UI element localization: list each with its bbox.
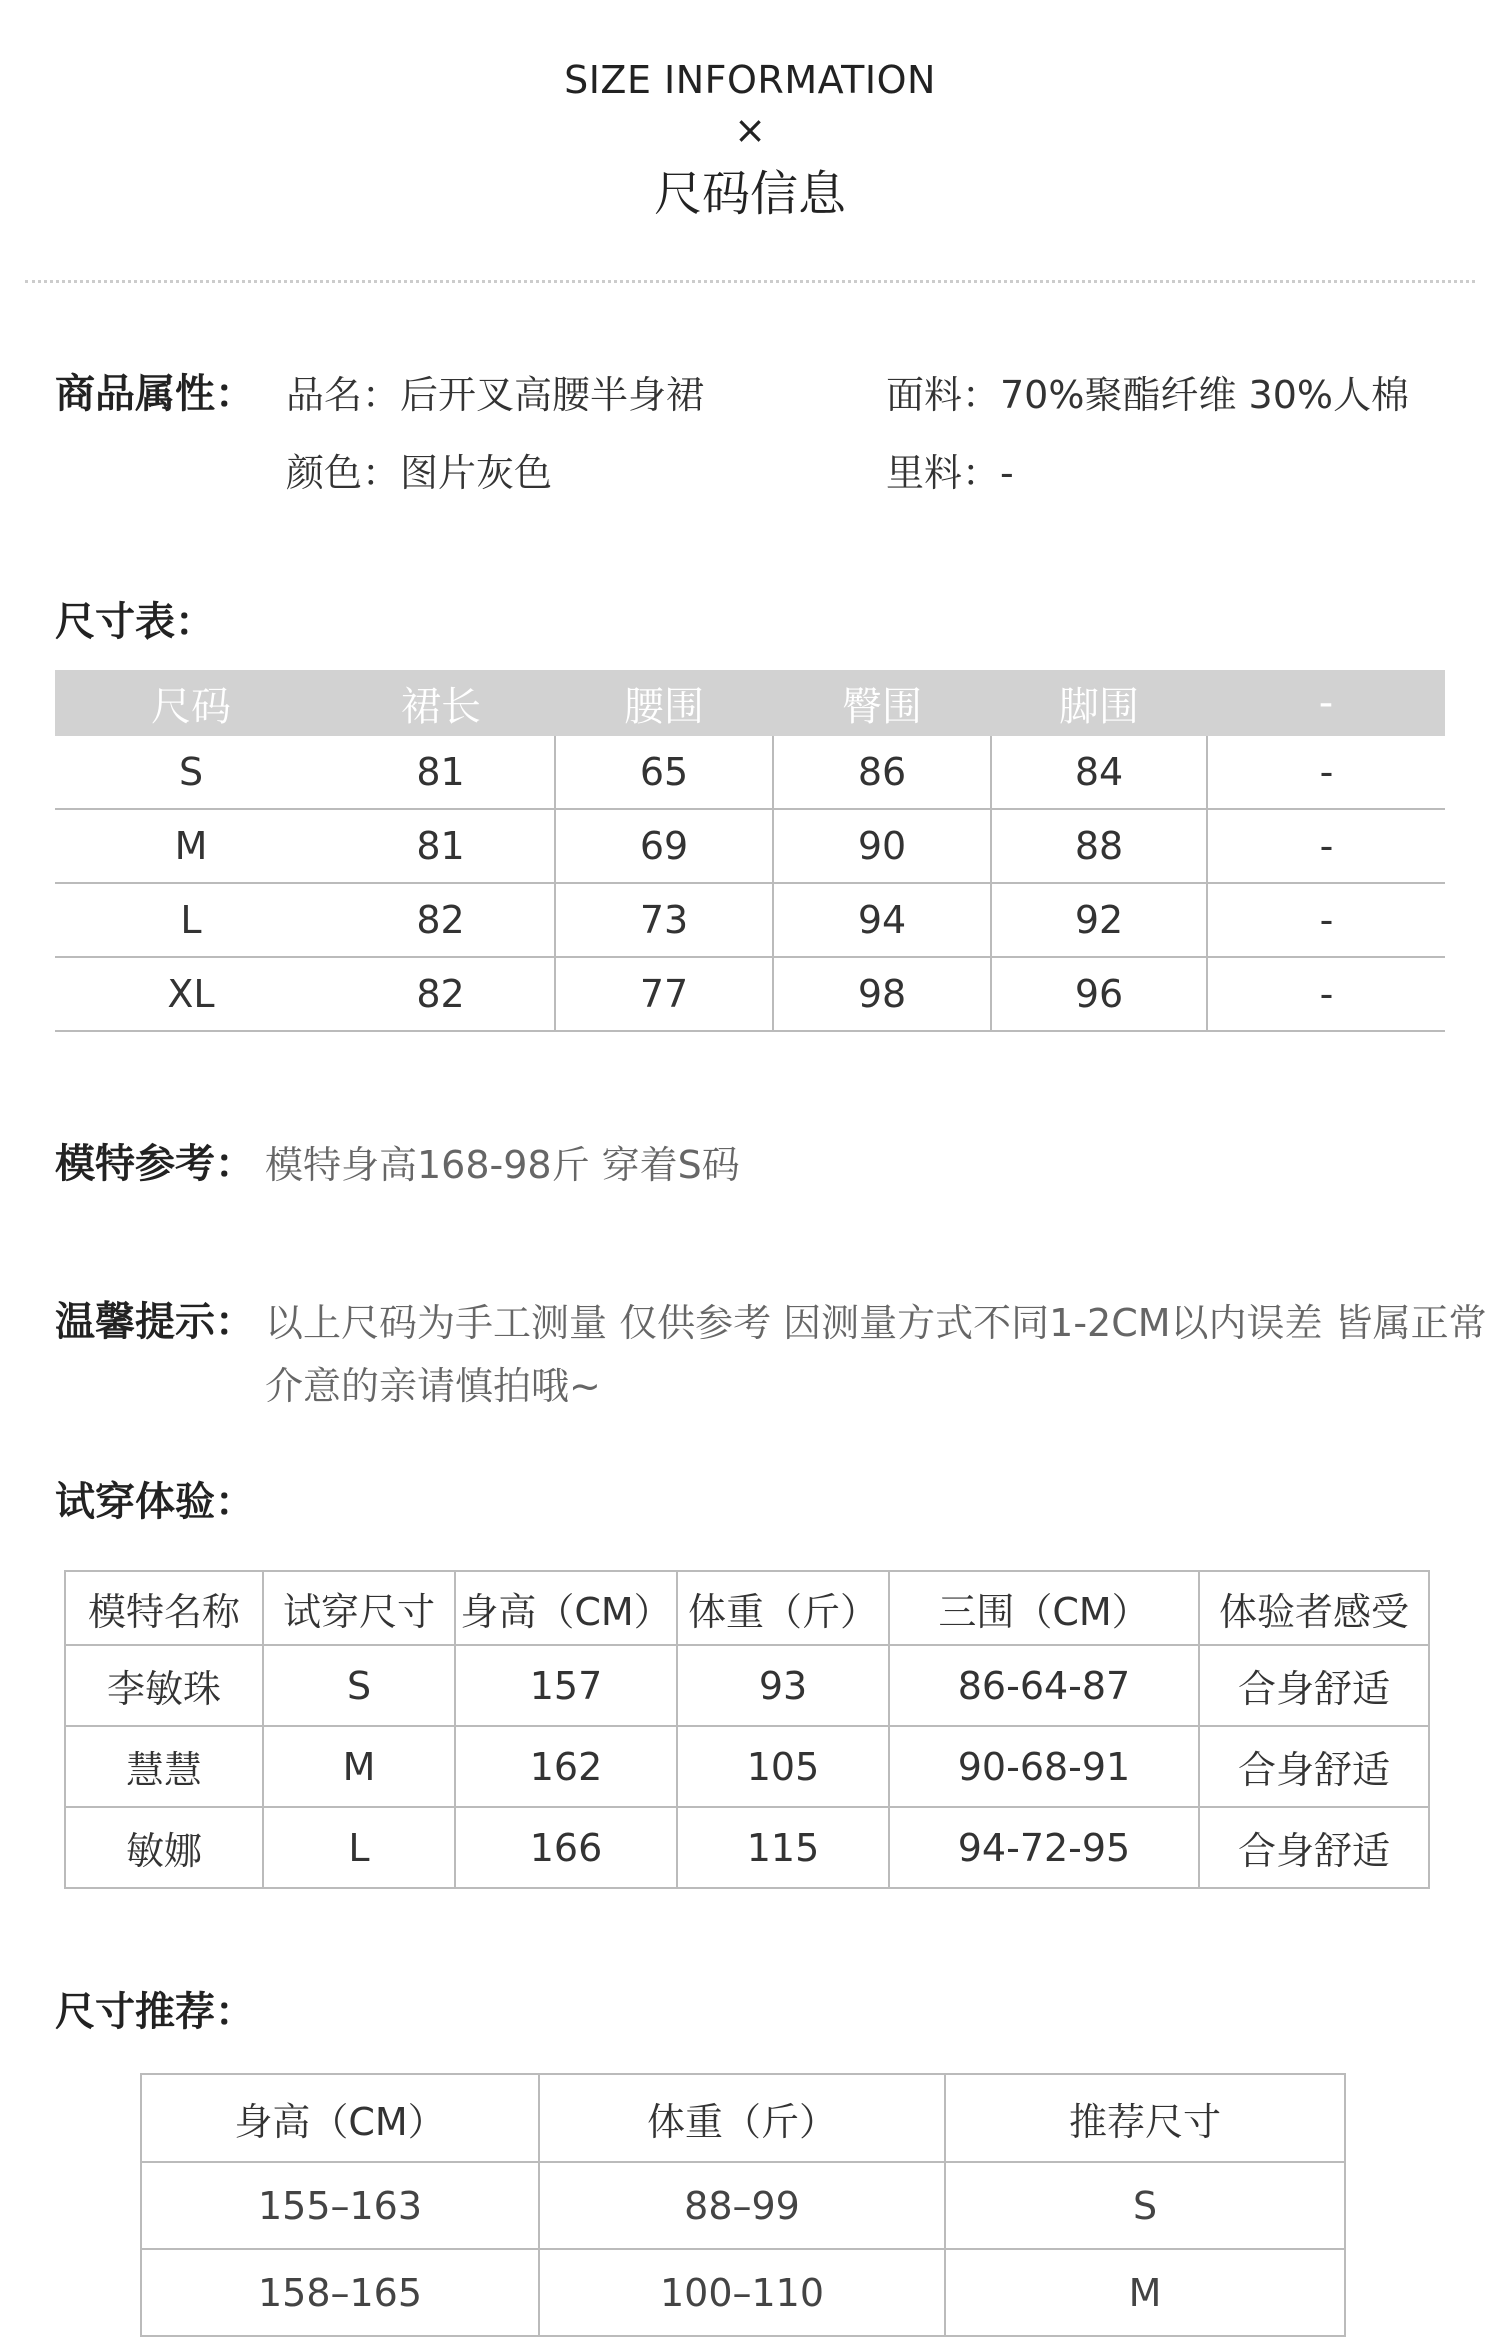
table-cell: L (263, 1807, 455, 1888)
tips-label: 温馨提示： (55, 1299, 255, 1345)
try-on-header-row (65, 1571, 1429, 1645)
recommend-label: 尺寸推荐： (55, 1989, 255, 2035)
table-row (65, 1726, 1429, 1807)
table-cell: 65 (555, 736, 773, 809)
tips-line-2: 介意的亲请慎拍哦~ (265, 1364, 601, 1408)
try-on-header-cell: 身高（CM） (455, 1571, 677, 1645)
table-row (65, 1807, 1429, 1888)
table-cell: - (1207, 883, 1445, 957)
table-cell: S (945, 2162, 1345, 2249)
recommend-header-cell: 推荐尺寸 (945, 2074, 1345, 2162)
table-cell: 98 (773, 957, 991, 1031)
table-cell: 90-68-91 (889, 1726, 1199, 1807)
table-cell: 84 (991, 736, 1207, 809)
size-chart-header-cell: 臀围 (773, 670, 991, 736)
table-cell: 李敏珠 (65, 1645, 263, 1726)
table-cell: M (55, 809, 327, 883)
try-on-header-cell: 三围（CM） (889, 1571, 1199, 1645)
table-cell: 96 (991, 957, 1207, 1031)
attributes-label: 商品属性： (55, 371, 255, 417)
table-cell: 94-72-95 (889, 1807, 1199, 1888)
recommend-header-row (141, 2074, 1345, 2162)
table-cell: 82 (327, 957, 555, 1031)
recommend-header-cell: 体重（斤） (539, 2074, 945, 2162)
table-row (55, 809, 1445, 883)
table-cell: - (1207, 736, 1445, 809)
table-cell: 77 (555, 957, 773, 1031)
table-cell: S (55, 736, 327, 809)
table-row (141, 2249, 1345, 2336)
tips-line-1: 以上尺码为手工测量 仅供参考 因测量方式不同1-2CM以内误差 皆属正常 (265, 1301, 1487, 1345)
size-chart-table (55, 670, 1445, 1032)
recommend-table (140, 2073, 1346, 2337)
try-on-label: 试穿体验： (55, 1479, 255, 1525)
title-chinese: 尺码信息 (653, 166, 846, 222)
table-cell: 94 (773, 883, 991, 957)
title-separator: × (734, 108, 766, 152)
table-row (55, 883, 1445, 957)
table-cell: 82 (327, 883, 555, 957)
table-cell: 69 (555, 809, 773, 883)
table-cell: S (263, 1645, 455, 1726)
try-on-header-cell: 模特名称 (65, 1571, 263, 1645)
product-color: 颜色：图片灰色 (286, 451, 553, 495)
table-cell: 86-64-87 (889, 1645, 1199, 1726)
table-row (55, 957, 1445, 1031)
model-ref-label: 模特参考： (55, 1141, 255, 1187)
try-on-header-cell: 试穿尺寸 (263, 1571, 455, 1645)
table-cell: 88 (991, 809, 1207, 883)
table-cell: 81 (327, 736, 555, 809)
product-name: 品名：后开叉高腰半身裙 (286, 373, 705, 417)
table-cell: - (1207, 957, 1445, 1031)
size-chart-label: 尺寸表： (55, 599, 215, 645)
size-chart-header-cell: 腰围 (555, 670, 773, 736)
size-chart-header-cell: - (1207, 670, 1445, 736)
table-row (141, 2162, 1345, 2249)
table-cell: 162 (455, 1726, 677, 1807)
size-chart-header-cell: 尺码 (55, 670, 327, 736)
recommend-header-cell: 身高（CM） (141, 2074, 539, 2162)
title-english: SIZE INFORMATION (564, 58, 936, 102)
table-row (55, 736, 1445, 809)
table-cell: 90 (773, 809, 991, 883)
table-cell: 158–165 (141, 2249, 539, 2336)
table-cell: 105 (677, 1726, 889, 1807)
table-cell: 合身舒适 (1199, 1807, 1429, 1888)
table-cell: 敏娜 (65, 1807, 263, 1888)
table-cell: - (1207, 809, 1445, 883)
table-cell: M (263, 1726, 455, 1807)
try-on-table (64, 1570, 1430, 1889)
table-cell: 93 (677, 1645, 889, 1726)
table-cell: 92 (991, 883, 1207, 957)
table-cell: 155–163 (141, 2162, 539, 2249)
product-lining: 里料：- (886, 451, 1014, 495)
size-chart-header-cell: 脚围 (991, 670, 1207, 736)
table-cell: 166 (455, 1807, 677, 1888)
table-cell: 100–110 (539, 2249, 945, 2336)
table-cell: L (55, 883, 327, 957)
table-cell: 81 (327, 809, 555, 883)
try-on-header-cell: 体重（斤） (677, 1571, 889, 1645)
table-row (65, 1645, 1429, 1726)
table-cell: 合身舒适 (1199, 1726, 1429, 1807)
table-cell: 合身舒适 (1199, 1645, 1429, 1726)
dotted-divider (25, 280, 1475, 283)
size-chart-header-row (55, 670, 1445, 736)
table-cell: 88–99 (539, 2162, 945, 2249)
table-cell: 慧慧 (65, 1726, 263, 1807)
table-cell: M (945, 2249, 1345, 2336)
size-chart-header-cell: 裙长 (327, 670, 555, 736)
table-cell: 157 (455, 1645, 677, 1726)
table-cell: 86 (773, 736, 991, 809)
product-fabric: 面料：70%聚酯纤维 30%人棉 (886, 373, 1410, 417)
table-cell: XL (55, 957, 327, 1031)
table-cell: 115 (677, 1807, 889, 1888)
model-ref-text: 模特身高168-98斤 穿着S码 (265, 1143, 740, 1187)
table-cell: 73 (555, 883, 773, 957)
try-on-header-cell: 体验者感受 (1199, 1571, 1429, 1645)
